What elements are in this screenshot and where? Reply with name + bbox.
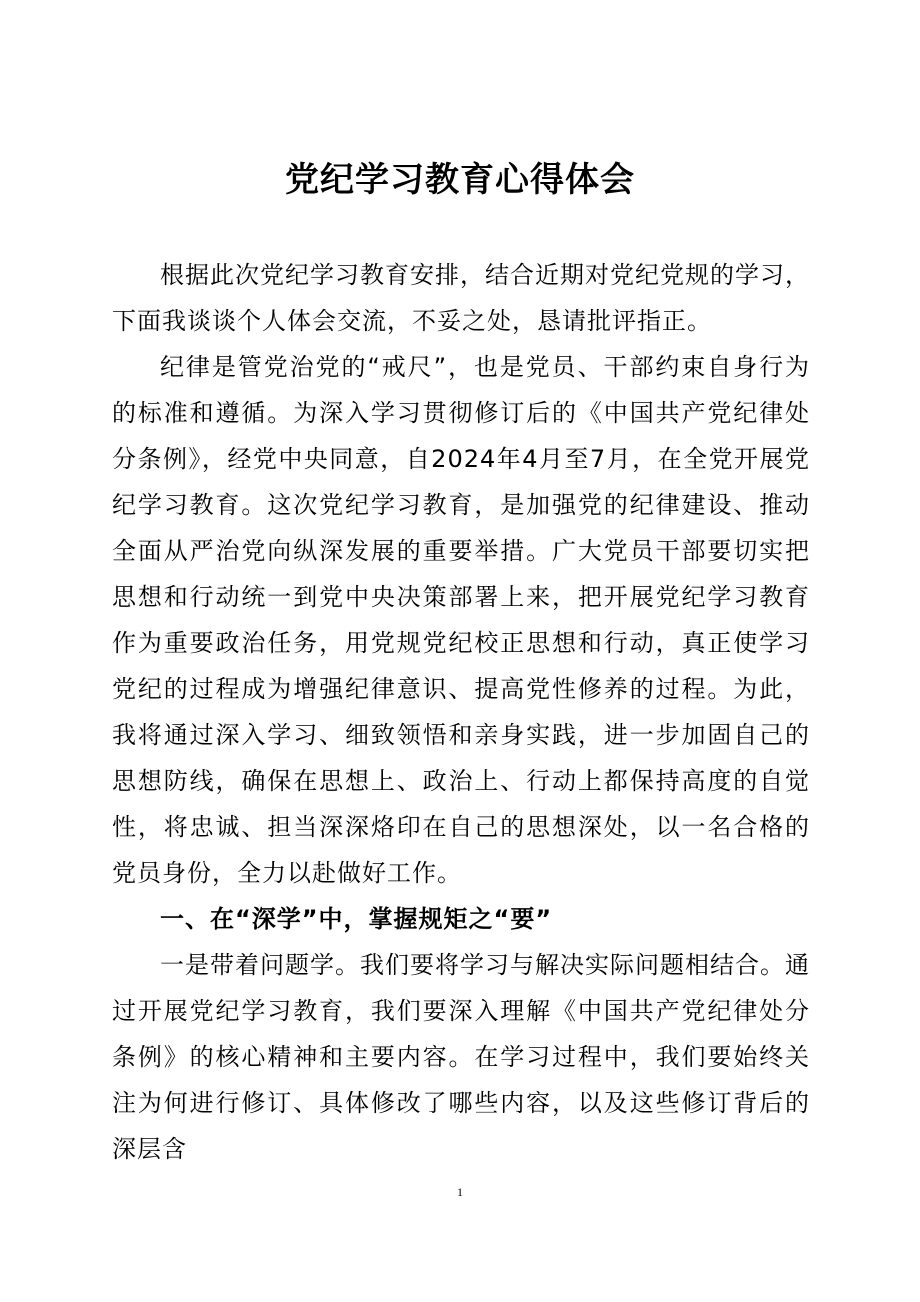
document-body bbox=[112, 252, 810, 1172]
section-heading: 一、在“深学”中，掌握规矩之“要” bbox=[160, 905, 553, 933]
page-number: 1 bbox=[457, 1185, 463, 1199]
section-paragraph: 一是带着问题学。我们要将学习与解决实际问题相结合。通过开展党纪学习教育，我们要深入理解《中国共产党纪律处分条例》的核心精神和主要内容。在学习过程中，我们要始终关注为何进行修订、具体修改了哪些内容，以及这些修订背后的深层含 bbox=[112, 951, 810, 1163]
document-title: 党纪学习教育心得体会 bbox=[285, 160, 635, 200]
intro-paragraph: 根据此次党纪学习教育安排，结合近期对党纪党规的学习，下面我谈谈个人体会交流，不妥之处，恳请批评指正。 bbox=[112, 261, 810, 335]
body-paragraph: 纪律是管党治党的“戒尺”，也是党员、干部约束自身行为的标准和遵循。为深入学习贯彻修订后的《中国共产党纪律处分条例》，经党中央同意，自2024年4月至7月，在全党开展党纪学习教育。这次党纪学习教育，是加强党的纪律建设、推动全面从严治党向纵深发展的重要举措。广大党员干部要切实把思想和行动统一到党中央决策部署上来，把开展党纪学习教育作为重要政治任务，用党规党纪校正思想和行动，真正使学习党纪的过程成为增强纪律意识、提高党性修养的过程。为此，我将通过深入学习、细致领悟和亲身实践，进一步加固自己的思想防线，确保在思想上、政治上、行动上都保持高度的自觉性，将忠诚、担当深深烙印在自己的思想深处，以一名合格的党员身份，全力以赴做好工作。 bbox=[112, 353, 810, 887]
